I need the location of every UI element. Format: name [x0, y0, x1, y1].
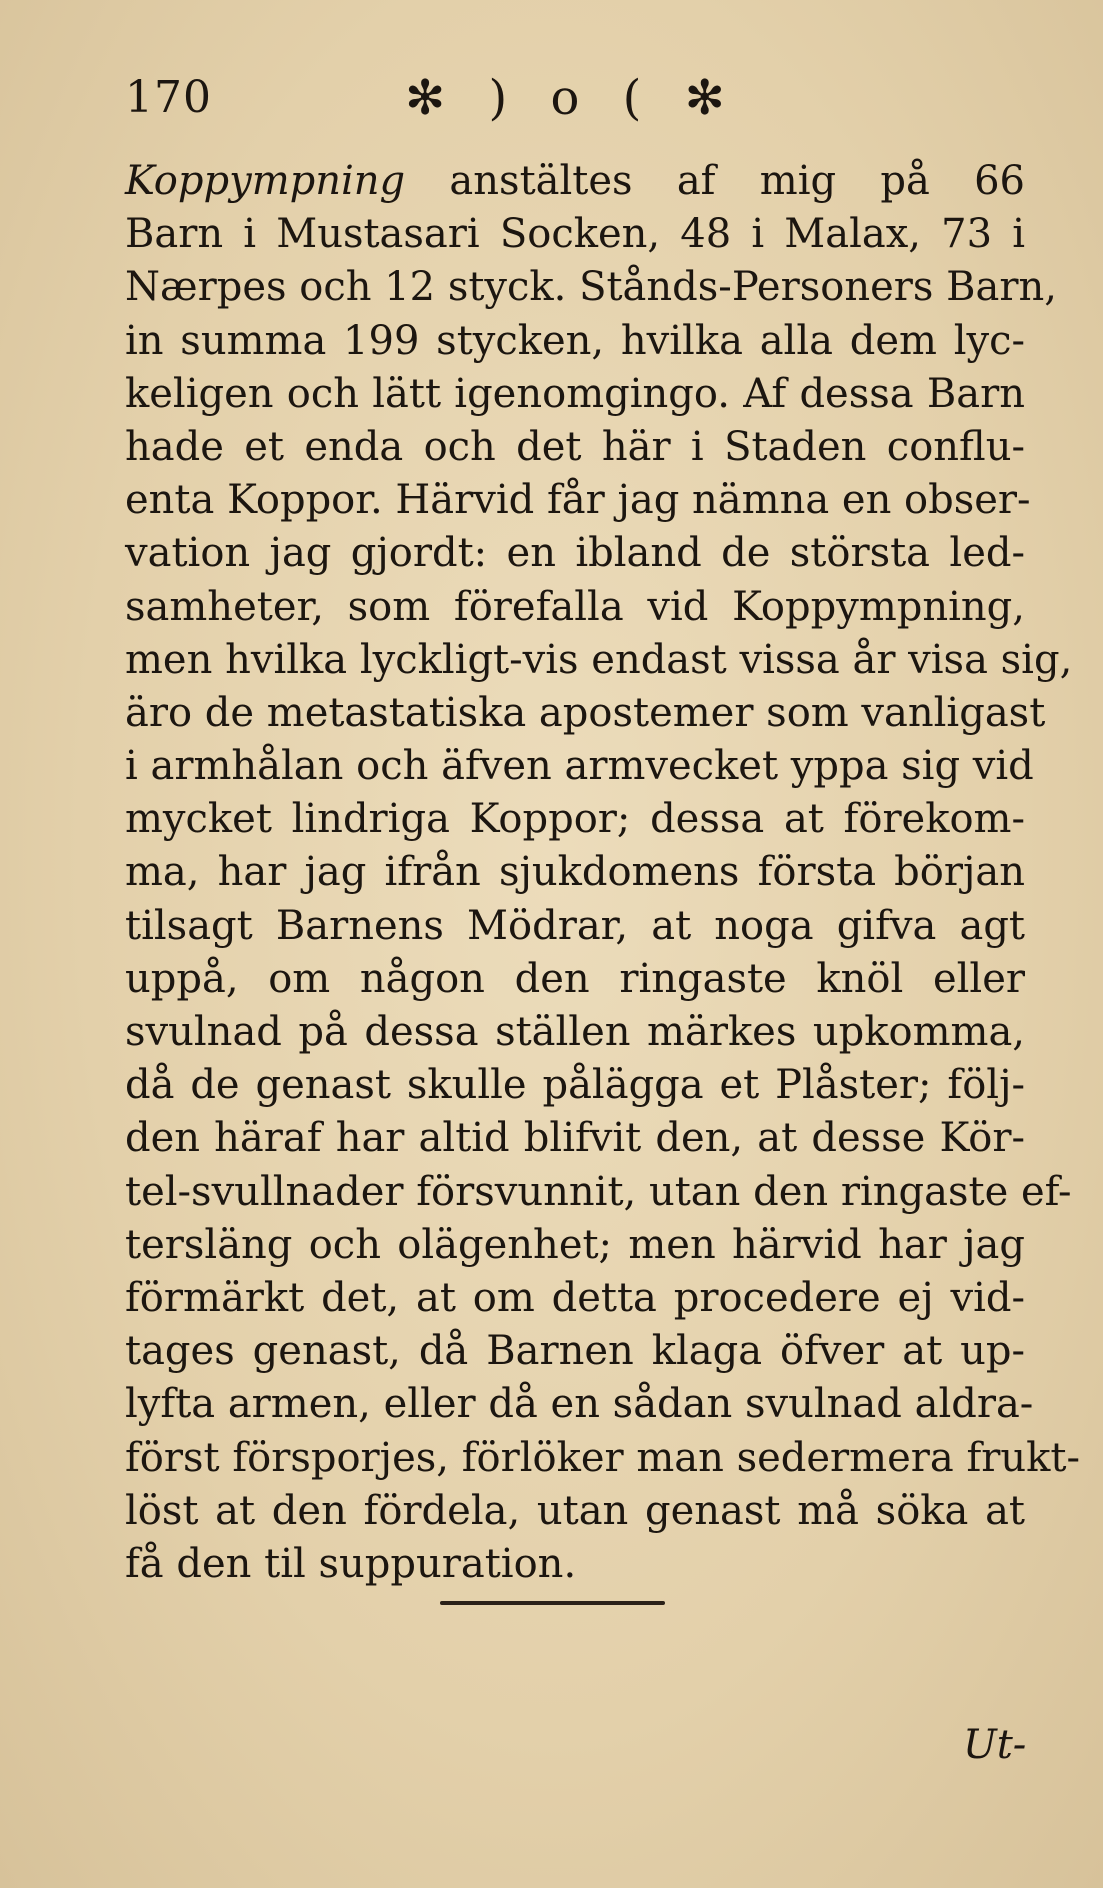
text-line-25: först försporjes, förlöker man sedermera frukt-	[125, 1434, 1080, 1481]
text-line-12: i armhålan och äfven armvecket yppa sig vid	[125, 743, 1034, 790]
body-text	[125, 155, 1080, 1591]
running-header	[125, 72, 1025, 142]
section-divider-rule	[440, 1601, 665, 1605]
text-line-1	[125, 155, 1025, 208]
text-line-26: löst at den fördela, utan genast må söka at	[125, 1487, 1025, 1534]
text-line-15: tilsagt Barnens Mödrar, at noga gifva agt	[125, 902, 1025, 949]
text-line-13: mycket lindriga Koppor; dessa at förekom-	[125, 796, 1025, 843]
text-line-16: uppå, om någon den ringaste knöl eller	[125, 955, 1025, 1002]
text-line-23: tages genast, då Barnen klaga öfver at up-	[125, 1328, 1025, 1375]
text-line-22: förmärkt det, at om detta procedere ej vid-	[125, 1274, 1025, 1321]
text-line-11: äro de metastatiska apostemer som vanligast	[125, 689, 1046, 736]
text-line-20: tel-svullnader försvunnit, utan den ringaste ef-	[125, 1168, 1072, 1215]
text-line-8: vation jag gjordt: en ibland de största led-	[125, 530, 1025, 577]
text-line-24: lyfta armen, eller då en sådan svulnad aldra-	[125, 1381, 1034, 1428]
text-line-3: Nærpes och 12 styck. Stånds-Personers Barn,	[125, 264, 1057, 311]
text-line-18: då de genast skulle pålägga et Plåster; följ-	[125, 1062, 1025, 1109]
text-line-7: enta Koppor. Härvid får jag nämna en obser-	[125, 477, 1031, 524]
text-line-10: men hvilka lyckligt-vis endast vissa år visa sig,	[125, 636, 1073, 683]
text-line-4: in summa 199 stycken, hvilka alla dem lyc-	[125, 317, 1025, 364]
italic-lead-word: Koppympning	[125, 158, 406, 204]
text-line-9: samheter, som förefalla vid Koppympning,	[125, 583, 1025, 630]
text-line-5: keligen och lätt igenomgingo. Af dessa Barn	[125, 370, 1025, 417]
text-line-6: hade et enda och det här i Staden conflu-	[125, 423, 1025, 470]
catchword: Ut-	[963, 1722, 1027, 1768]
text-line-19: den häraf har altid blifvit den, at desse Kör-	[125, 1115, 1025, 1162]
header-ornament: ✻ ) o ( ✻	[405, 70, 739, 126]
text-line-27: få den til suppuration.	[125, 1540, 577, 1587]
text-line-17: svulnad på dessa ställen märkes upkomma,	[125, 1009, 1025, 1055]
text-line-21: tersläng och olägenhet; men härvid har jag	[125, 1221, 1025, 1268]
text-line-14: ma, har jag ifrån sjukdomens första början	[125, 849, 1025, 896]
page-number: 170	[125, 72, 212, 123]
text-line-2: Barn i Mustasari Socken, 48 i Malax, 73 i	[125, 211, 1025, 258]
first-line-rest: anstältes af mig på 66	[405, 158, 1025, 204]
